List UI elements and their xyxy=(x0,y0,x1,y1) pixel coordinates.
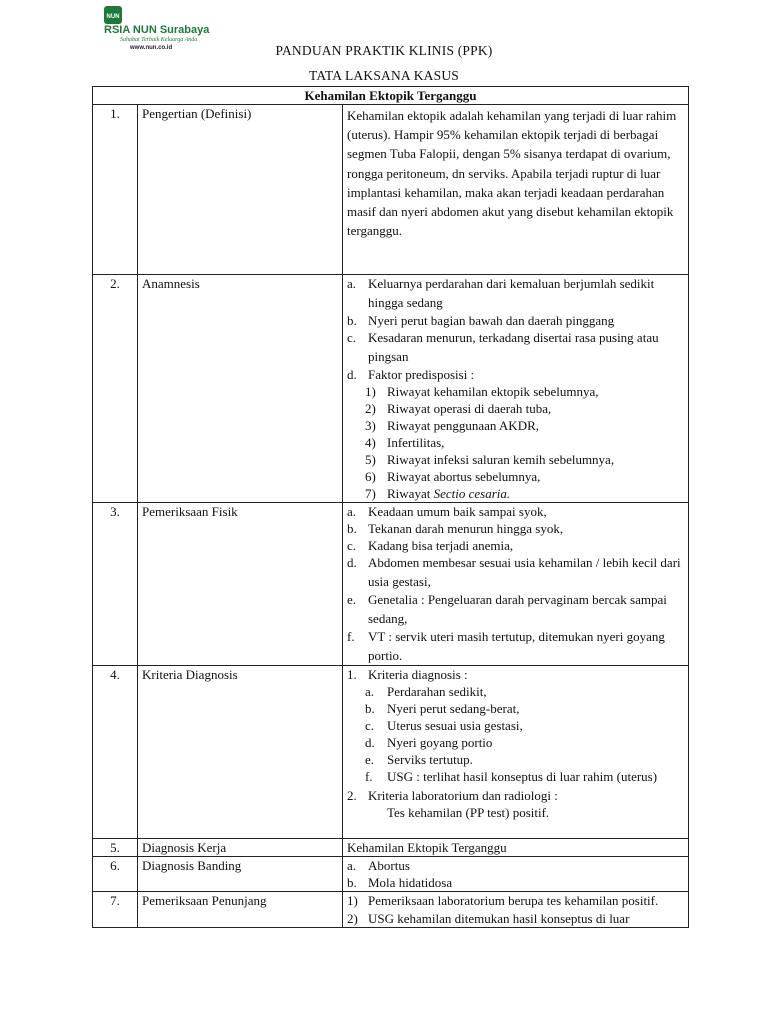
diagnosis-criteria-list xyxy=(347,666,684,683)
document-title: PANDUAN PRAKTIK KLINIS (PPK) xyxy=(275,43,493,58)
list-item: 2) USG kehamilan ditemukan hasil konseptus di luar xyxy=(347,911,630,926)
hospital-url: www.nun.co.id xyxy=(130,45,173,51)
row-label: Diagnosis Kerja xyxy=(138,838,343,856)
list-item: c. Kadang bisa terjadi anemia, xyxy=(347,538,514,553)
table-row xyxy=(93,856,689,891)
row-content xyxy=(343,891,689,928)
table-heading-row xyxy=(93,87,689,105)
list-item: 2. Kriteria laboratorium dan radiologi : xyxy=(347,787,558,803)
list-item: e. Genetalia : Pengeluaran darah pervaginam bercak sampai sedang, xyxy=(347,592,667,626)
list-item: 7) Riwayat Sectio cesaria. xyxy=(365,486,511,501)
list-item: 3) Riwayat penggunaan AKDR, xyxy=(365,418,540,433)
list-item: 1. Kriteria diagnosis : xyxy=(347,667,468,682)
supporting-exam-list xyxy=(347,892,684,928)
list-item: b. Tekanan darah menurun hingga syok, xyxy=(347,521,564,536)
row-content xyxy=(343,503,689,666)
physical-exam-list xyxy=(347,503,684,665)
list-item: 1) Riwayat kehamilan ektopik sebelumnya, xyxy=(365,384,599,399)
list-item: a. Perdarahan sedikit, xyxy=(365,684,487,699)
spacer xyxy=(347,821,684,838)
row-label: Pemeriksaan Penunjang xyxy=(138,891,343,928)
criteria-sub-list xyxy=(347,683,684,787)
hospital-tagline: Sahabat Terbaik Keluarga Anda xyxy=(120,37,198,43)
row-number: 1. xyxy=(93,105,138,275)
hospital-name: RSIA NUN Surabaya xyxy=(104,24,210,36)
row-label: Anamnesis xyxy=(138,275,343,503)
working-diagnosis-text: Kehamilan Ektopik Terganggu xyxy=(343,838,689,856)
table-row xyxy=(93,891,689,928)
list-item: b. Nyeri perut sedang-berat, xyxy=(365,701,520,716)
lab-criteria-list xyxy=(347,787,684,804)
row-content xyxy=(343,275,689,503)
predisposition-list xyxy=(347,383,684,502)
list-item: b. Mola hidatidosa xyxy=(347,874,453,890)
row-number: 2. xyxy=(93,275,138,503)
row-number: 4. xyxy=(93,666,138,839)
list-item: 2) Riwayat operasi di daerah tuba, xyxy=(365,401,552,416)
table-heading: Kehamilan Ektopik Terganggu xyxy=(93,87,689,105)
row-content xyxy=(343,105,689,275)
list-item: d. Nyeri goyang portio xyxy=(365,735,493,750)
row-label: Diagnosis Banding xyxy=(138,856,343,891)
list-item: a. Keluarnya perdarahan dari kemaluan berjumlah sedikit hingga sedang xyxy=(347,276,655,310)
list-item: c. Kesadaran menurun, terkadang disertai rasa pusing atau pingsan xyxy=(347,330,659,364)
list-item: 6) Riwayat abortus sebelumnya, xyxy=(365,469,541,484)
row-content xyxy=(343,856,689,891)
table-row xyxy=(93,503,689,666)
row-number: 5. xyxy=(93,838,138,856)
differential-list xyxy=(347,857,684,891)
svg-text:NUN: NUN xyxy=(106,14,120,20)
list-item: d. Abdomen membesar sesuai usia kehamilan / lebih kecil dari usia gestasi, xyxy=(347,555,681,589)
row-content xyxy=(343,666,689,839)
row-number: 7. xyxy=(93,891,138,928)
ppk-table xyxy=(92,86,689,928)
row-number: 3. xyxy=(93,503,138,666)
table-row xyxy=(93,275,689,503)
list-item: b. Nyeri perut bagian bawah dan daerah pinggang xyxy=(347,313,615,328)
row-number: 6. xyxy=(93,856,138,891)
row-label: Pengertian (Definisi) xyxy=(138,105,343,275)
list-item: f. USG : terlihat hasil konseptus di luar rahim (uterus) xyxy=(365,769,658,784)
document-subtitle: TATA LAKSANA KASUS xyxy=(309,68,459,83)
nun-logo-icon xyxy=(104,6,122,24)
list-item: a. Abortus xyxy=(347,857,410,873)
list-item: f. VT : servik uteri masih tertutup, ditemukan nyeri goyang portio. xyxy=(347,629,665,663)
list-item: e. Serviks tertutup. xyxy=(365,752,473,767)
list-item: 1) Pemeriksaan laboratorium berupa tes kehamilan positif. xyxy=(347,892,659,908)
list-item: a. Keadaan umum baik sampai syok, xyxy=(347,504,547,519)
row-label: Kriteria Diagnosis xyxy=(138,666,343,839)
table-row xyxy=(93,105,689,275)
anamnesis-list xyxy=(347,275,684,383)
list-item: 5) Riwayat infeksi saluran kemih sebelumnya, xyxy=(365,452,615,467)
list-item: c. Uterus sesuai usia gestasi, xyxy=(365,718,523,733)
table-row xyxy=(93,838,689,856)
list-item: d. Faktor predisposisi : xyxy=(347,367,475,382)
table-row xyxy=(93,666,689,839)
definition-text: Kehamilan ektopik adalah kehamilan yang terjadi di luar rahim (uterus). Hampir 95% kehamilan ektopik terjadi di berbagai segmen Tuba Falopii, dengan 5% sisanya terdapat di ovarium, rongga peritoneum, dn serviks. Apabila terjadi ruptur di luar implantasi kehamilan, maka akan terjadi keadaan perdarahan masif dan nyeri abdomen akut yang disebut kehamilan ektopik terganggu. xyxy=(347,108,677,239)
row-label: Pemeriksaan Fisik xyxy=(138,503,343,666)
list-item: 4) Infertilitas, xyxy=(365,435,445,450)
pregnancy-test-text: Tes kehamilan (PP test) positif. xyxy=(387,804,550,820)
